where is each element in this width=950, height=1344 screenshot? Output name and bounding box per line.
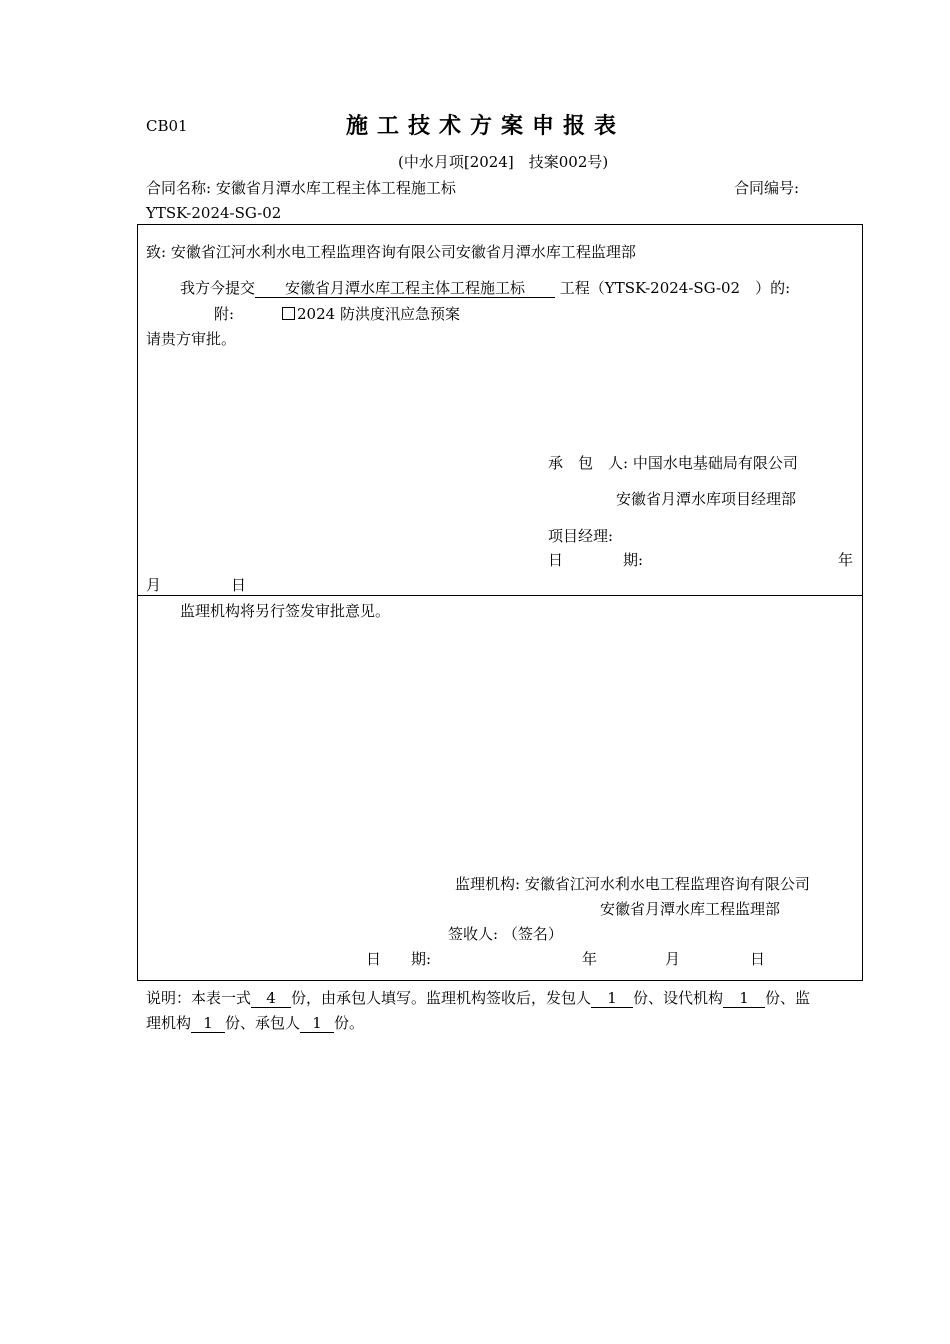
footer-note-mid3: 份、监 — [765, 989, 811, 1007]
review-date-month: 月 — [665, 950, 681, 968]
review-date-year: 年 — [582, 950, 598, 968]
copies-supervisor: 1 — [191, 1014, 225, 1033]
supervisor-org-label: 监理机构: — [455, 875, 521, 893]
form-code: CB01 — [146, 117, 188, 135]
contractor-department: 安徽省月潭水库项目经理部 — [616, 490, 797, 508]
submission-date-day: 日 — [231, 576, 247, 594]
contract-name: 安徽省月潭水库工程主体工程施工标 — [215, 179, 456, 197]
contract-name-row — [146, 178, 456, 198]
document-number: (中水月项[2024] 技案002号) — [398, 153, 609, 171]
attachment-checkbox[interactable] — [282, 307, 295, 320]
copies-contractor: 1 — [300, 1014, 334, 1033]
recipient: 安徽省江河水利水电工程监理咨询有限公司安徽省月潭水库工程监理部 — [170, 243, 636, 261]
review-note: 监理机构将另行签发审批意见。 — [180, 602, 391, 620]
receiver-sign: （签名） — [502, 925, 563, 943]
copies-total: 4 — [251, 989, 291, 1008]
attachment-item[interactable] — [282, 304, 460, 324]
attachment-item-label: 2024 防洪度汛应急预案 — [297, 305, 460, 323]
recipient-label: 致: — [146, 243, 167, 261]
project-name-field: 安徽省月潭水库工程主体工程施工标 — [255, 279, 555, 298]
submission-date-month: 月 — [146, 576, 162, 594]
receiver-row — [448, 924, 563, 944]
project-suffix: 工程（YTSK-2024-SG-02 ）的: — [559, 279, 791, 297]
contract-no: YTSK-2024-SG-02 — [146, 204, 282, 222]
manager-label: 项目经理: — [548, 527, 614, 545]
submit-row — [180, 278, 790, 298]
page-title: 施工技术方案申报表 — [346, 113, 626, 139]
supervisor-org-row — [455, 874, 810, 894]
recipient-row — [146, 242, 636, 262]
footer-note-line2 — [146, 1013, 364, 1033]
submission-date-year: 年 — [838, 551, 854, 569]
footer-note-end: 份。 — [334, 1014, 365, 1032]
review-date-day: 日 — [750, 950, 766, 968]
receiver-label: 签收人: — [448, 925, 499, 943]
footer-note-line1 — [146, 988, 810, 1008]
review-date-label: 日 期: — [366, 950, 432, 968]
request-text: 请贵方审批。 — [146, 330, 237, 348]
footer-note-mid2: 份、设代机构 — [633, 989, 724, 1007]
contract-no-label: 合同编号: — [734, 179, 800, 197]
supervisor-org-department: 安徽省月潭水库工程监理部 — [600, 900, 781, 918]
submit-prefix: 我方今提交 — [180, 279, 256, 297]
footer-note-mid4: 份、承包人 — [225, 1014, 301, 1032]
section-divider — [137, 595, 863, 596]
footer-note-line2-prefix: 理机构 — [146, 1014, 192, 1032]
copies-design: 1 — [723, 989, 765, 1008]
contractor-row — [548, 453, 798, 473]
footer-note-mid1: 份，由承包人填写。监理机构签收后，发包人 — [291, 989, 592, 1007]
copies-owner: 1 — [591, 989, 633, 1008]
contractor-label: 承 包 人: — [548, 454, 629, 472]
supervisor-org-company: 安徽省江河水利水电工程监理咨询有限公司 — [524, 875, 810, 893]
submission-date-label: 日 期: — [548, 551, 644, 569]
contract-name-label: 合同名称: — [146, 179, 212, 197]
contractor-company: 中国水电基础局有限公司 — [632, 454, 798, 472]
attachment-label: 附: — [214, 305, 235, 323]
footer-note-prefix: 说明：本表一式 — [146, 989, 252, 1007]
